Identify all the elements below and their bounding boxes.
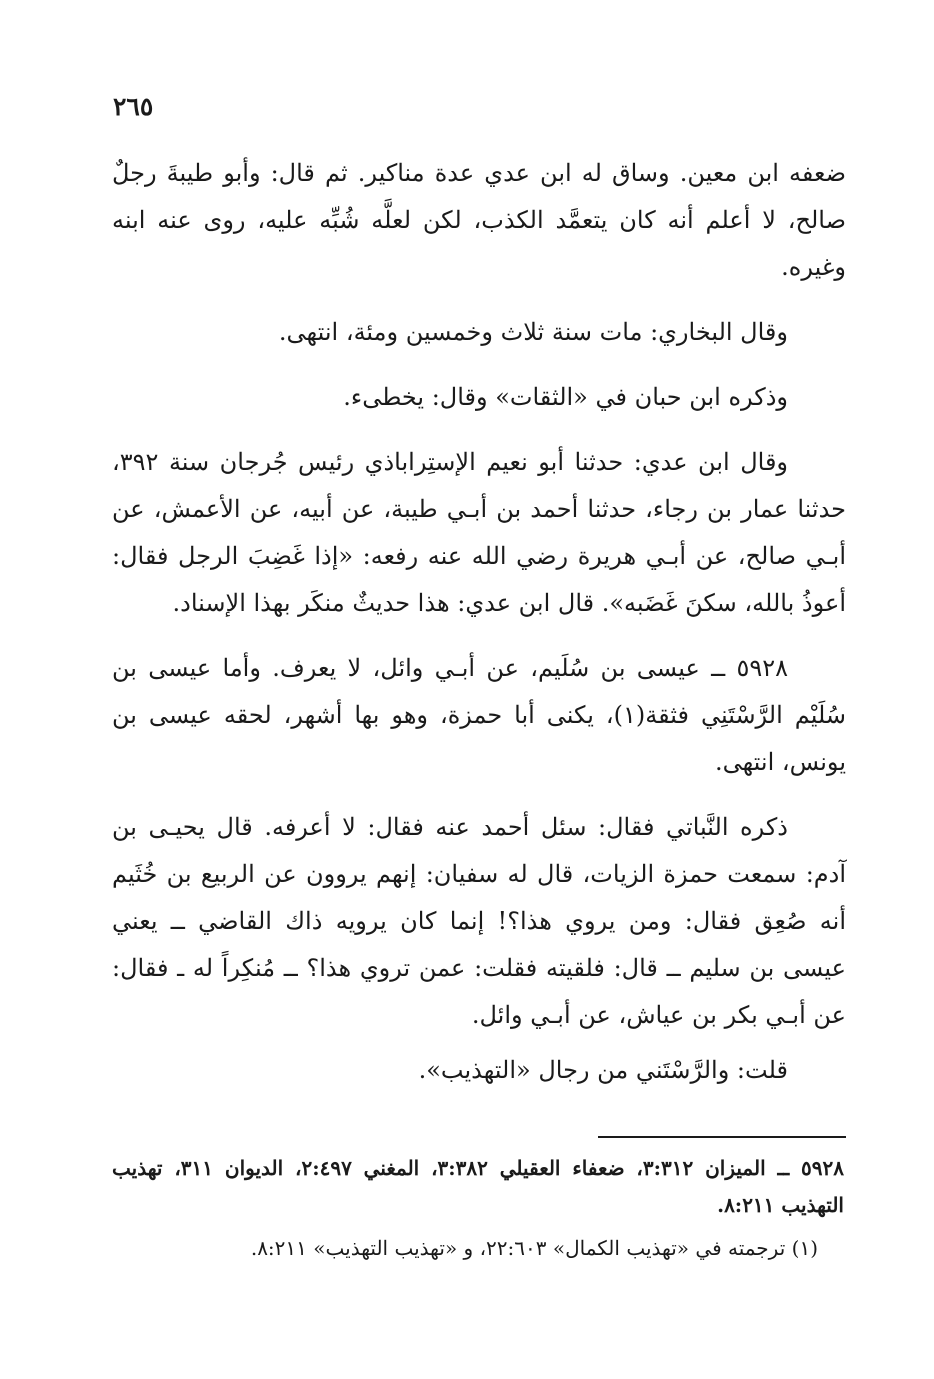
footnotes [112,1150,846,1267]
footnote-1: (١) ترجمته في «تهذيب الكمال» ٢٢:٦٠٣، و «تهذيب التهذيب» ٨:٢١١. [250,1236,818,1260]
footnote-source-entry: ٥٩٢٨ ــ الميزان ٣:٣١٢، ضعفاء العقيلي ٣:٣٨٢، المغني ٢:٤٩٧، الديوان ٣١١، تهذيب التهذيب ٨:٢١١. [112,1156,844,1217]
main-text [112,150,846,1112]
paragraph-4: وقال ابن عدي: حدثنا أبو نعيم الإستِراباذي رئيس جُرجان سنة ٣٩٢، حدثنا عمار بن رجاء، حدثنا أحمد بن أبـي طيبة، عن أبيه، عن الأعمش، عن أبـي صالح، عن أبـي هريرة رضي الله عنه رفعه: «إذا غَضِبَ الرجل فقال: أعوذُ بالله، سكنَ غَضَبه». قال ابن عدي: هذا حديثٌ منكَر بهذا الإسناد. [112,448,846,617]
paragraph-3: وذكره ابن حبان في «الثقات» وقال: يخطىء. [343,383,788,411]
footnote-divider [598,1136,846,1138]
paragraph-1: ضعفه ابن معين. وساق له ابن عدي عدة مناكير. ثم قال: وأبو طيبةَ رجلٌ صالح، لا أعلم أنه كان يتعمَّد الكذب، لكن لعلَّه شُبِّه عليه، روى عنه ابنه وغيره. [112,159,846,281]
paragraph-7: قلت: والرَّسْتَني من رجال «التهذيب». [418,1056,788,1084]
paragraph-6: ذكره النَّباتي فقال: سئل أحمد عنه فقال: لا أعرفه. قال يحيـى بن آدم: سمعت حمزة الزيات، قال له سفيان: إنهم يروون عن الربيع بن خُثَيم أنه صُعِق فقال: ومن يروي هذا؟! إنما كان يرويه ذاك القاضي ــ يعني عيسى بن سليم ــ قال: فلقيته فقلت: عمن تروي هذا؟ ــ مُنكِراً له ـ فقال: عن أبـي بكر بن عياش، عن أبـي وائل. [112,813,846,1029]
entry-5928: ٥٩٢٨ ــ عيسى بن سُلَيم، عن أبـي وائل، لا يعرف. وأما عيسى بن سُلَيْم الرَّسْتَنِي فثقة(١)، يكنى أبا حمزة، وهو بها أشهر، لحقه عيسى بن يونس، انتهى. [112,654,846,776]
paragraph-2: وقال البخاري: مات سنة ثلاث وخمسين ومئة، انتهى. [278,318,788,346]
page-number: ٢٦٥ [113,92,154,121]
